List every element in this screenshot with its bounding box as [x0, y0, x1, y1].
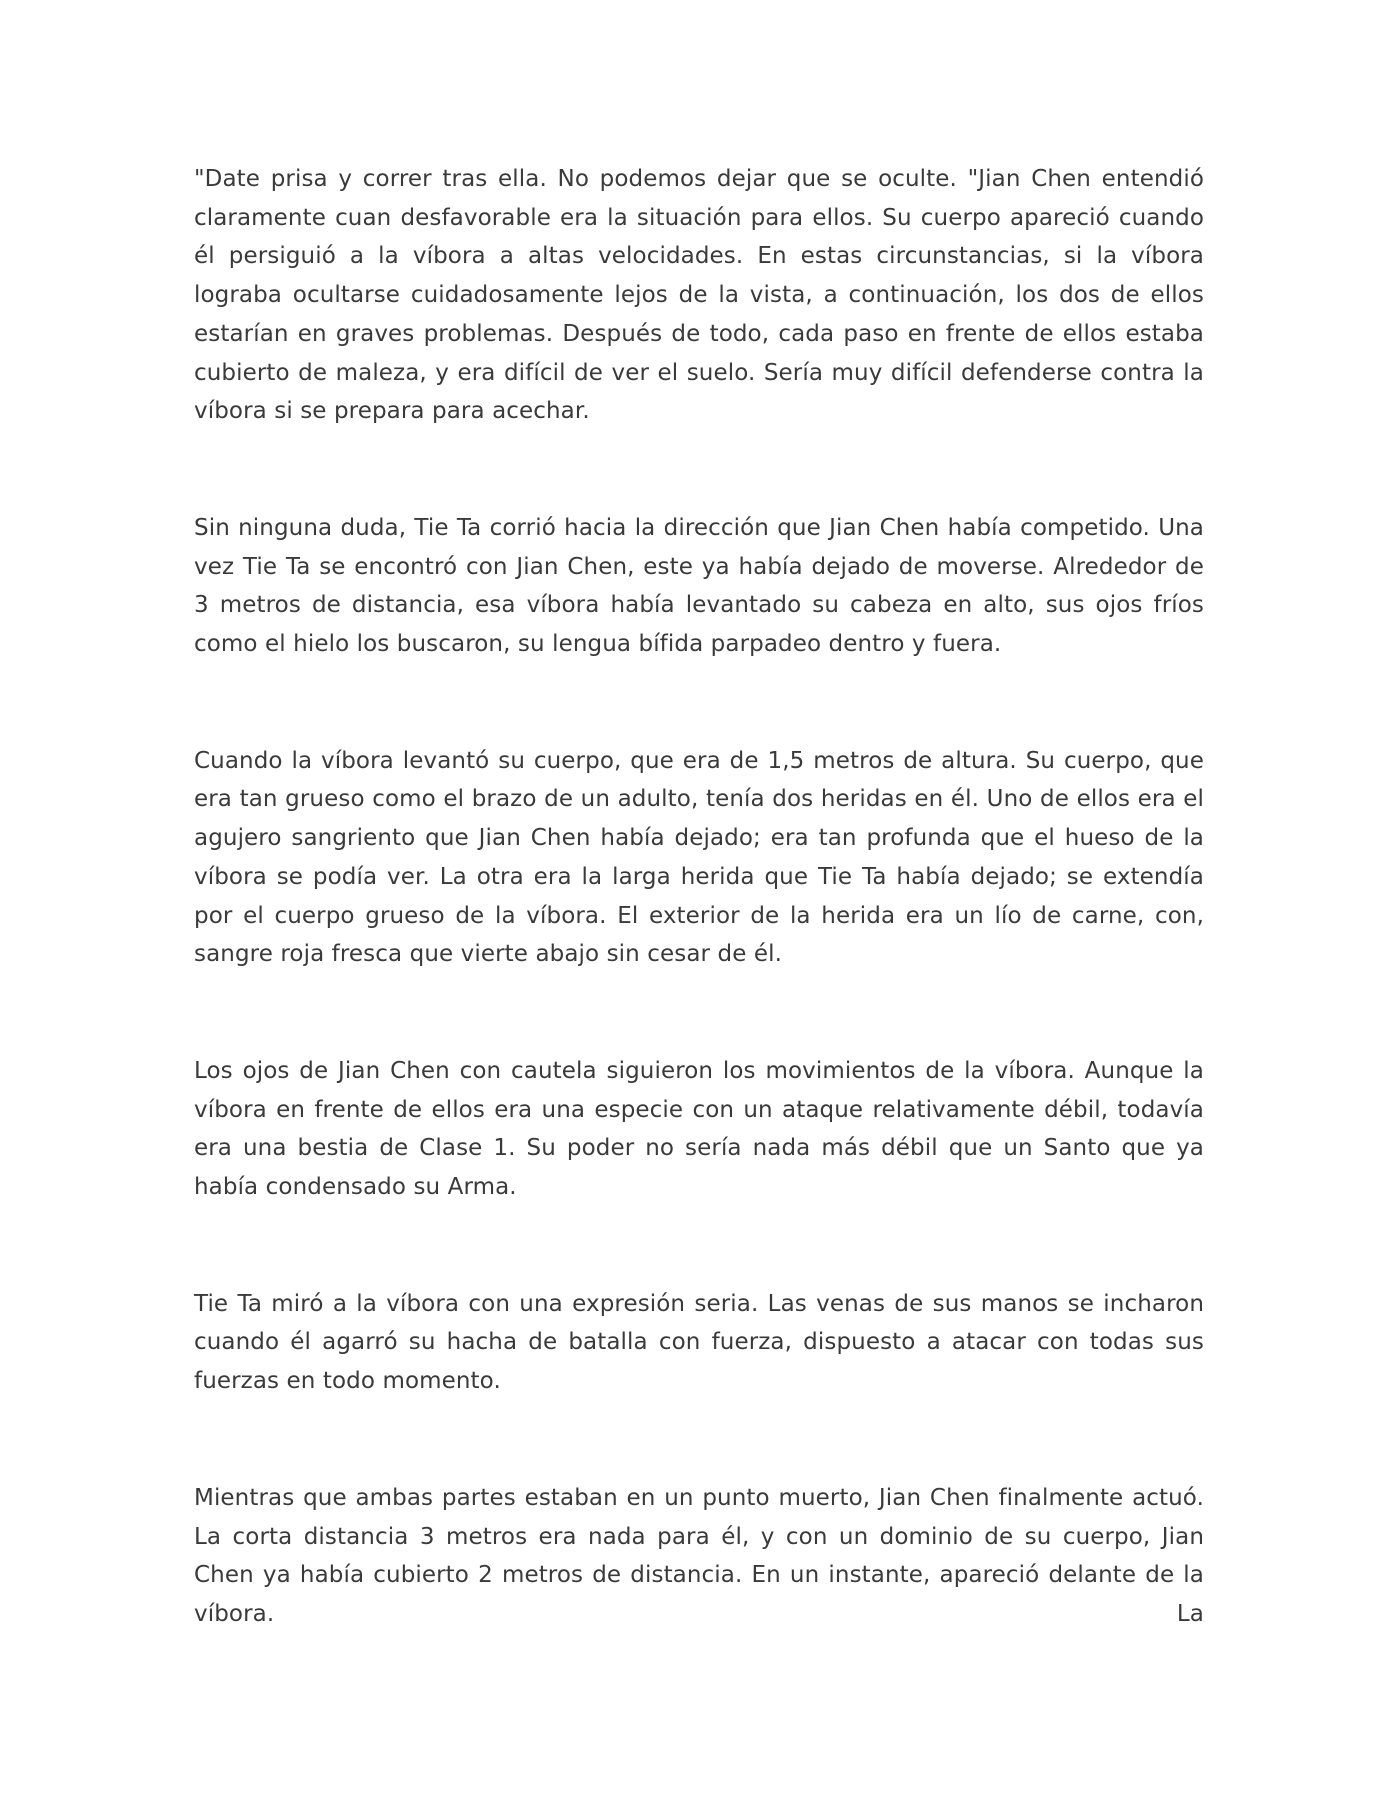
paragraph-4: Los ojos de Jian Chen con cautela siguieron los movimientos de la víbora. Aunque la víbora en frente de ellos era una especie con un ataque relativamente débil, todavía era una bestia de Clase 1. Su poder no sería nada más débil que un Santo que ya había condensado su Arma.	[194, 1057, 1204, 1201]
document-body	[194, 160, 1204, 1634]
paragraph-1: "Date prisa y correr tras ella. No podemos dejar que se oculte. "Jian Chen entendió claramente cuan desfavorable era la situación para ellos. Su cuerpo apareció cuando él persiguió a la víbora a altas velocidades. En estas circunstancias, si la víbora lograba ocultarse cuidadosamente lejos de la vista, a continuación, los dos de ellos estarían en graves problemas. Después de todo, cada paso en frente de ellos estaba cubierto de maleza, y era difícil de ver el suelo. Sería muy difícil defenderse contra la víbora si se prepara para acechar.	[194, 166, 1204, 425]
paragraph-3: Cuando la víbora levantó su cuerpo, que era de 1,5 metros de altura. Su cuerpo, que era tan grueso como el brazo de un adulto, tenía dos heridas en él. Uno de ellos era el agujero sangriento que Jian Chen había dejado; era tan profunda que el hueso de la víbora se podía ver. La otra era la larga herida que Tie Ta había dejado; se extendía por el cuerpo grueso de la víbora. El exterior de la herida era un lío de carne, con, sangre roja fresca que vierte abajo sin cesar de él.	[194, 747, 1204, 968]
paragraph-6: Mientras que ambas partes estaban en un punto muerto, Jian Chen finalmente actuó. La corta distancia 3 metros era nada para él, y con un dominio de su cuerpo, Jian Chen ya había cubierto 2 metros de distancia. En un instante, apareció delante de la víbora. La	[194, 1484, 1204, 1627]
paragraph-5: Tie Ta miró a la víbora con una expresión seria. Las venas de sus manos se incharon cuando él agarró su hacha de batalla con fuerza, dispuesto a atacar con todas sus fuerzas en todo momento.	[194, 1290, 1204, 1395]
paragraph-2: Sin ninguna duda, Tie Ta corrió hacia la dirección que Jian Chen había competido. Una vez Tie Ta se encontró con Jian Chen, este ya había dejado de moverse. Alrededor de 3 metros de distancia, esa víbora había levantado su cabeza en alto, sus ojos fríos como el hielo los buscaron, su lengua bífida parpadeo dentro y fuera.	[194, 514, 1204, 658]
